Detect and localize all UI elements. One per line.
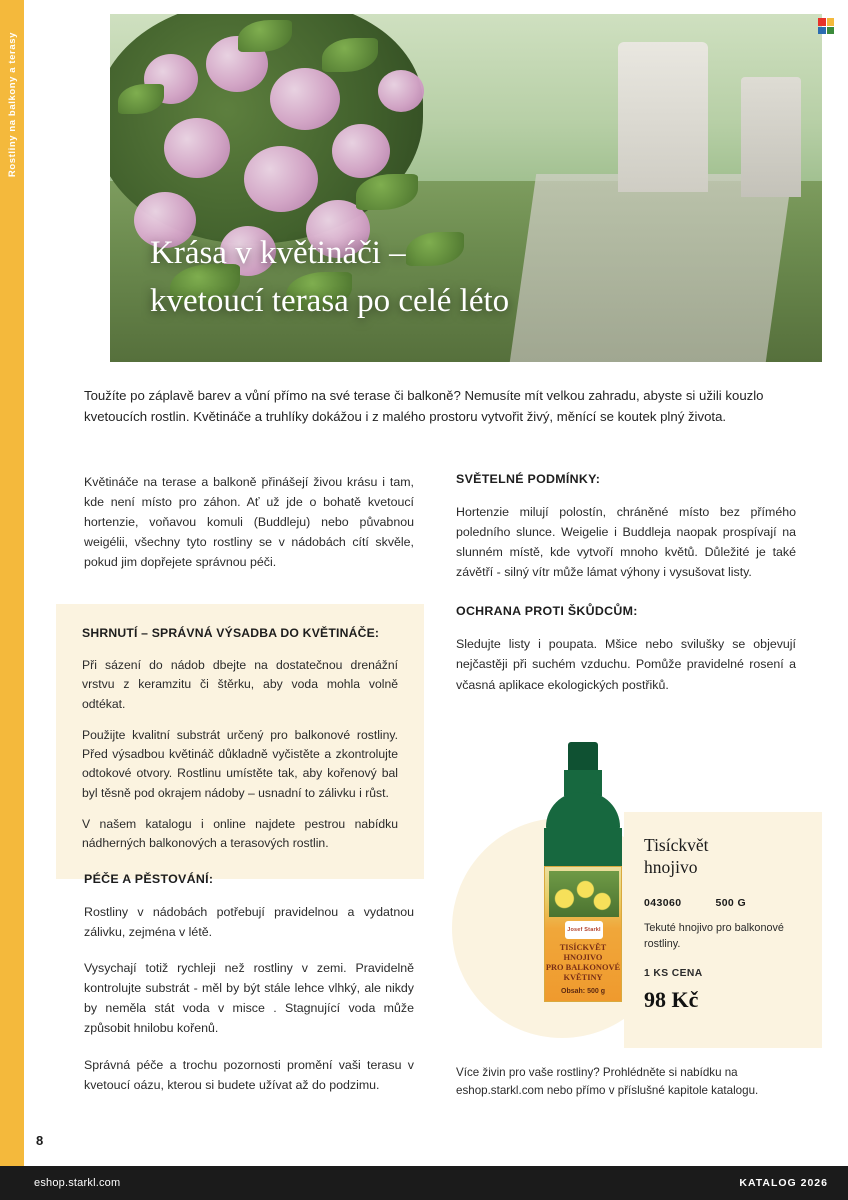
callout-paragraph-2: Použijte kvalitní substrát určený pro balkonové rostliny. Před výsadbou květináč důkladně vyčistěte a zkontrolujte odtokové otvory. Rostlinu umístěte tak, aby kořenový bal byl těsně pod okrajem nádoby – usnadní to zálivku i růst.	[82, 727, 398, 800]
pest-protection-text: Sledujte listy i poupata. Mšice nebo svilušky se objevují nejčastěji při suchém vzduchu. Pomůže pravidelné rosení a včasná aplikace ekologických postřiků.	[456, 637, 796, 692]
hero-blossom	[378, 70, 424, 112]
left-column-paragraph: Květináče na terase a balkoně přinášejí živou krásu i tam, kde není místo pro záhon. Ať už jde o bohatě kvetoucí hortenzie, voňavou komuli (Buddleju) nebo půvabnou weigélii, všechny tyto rostliny se v nádobách cítí skvěle, pokud jim dopřejete správnou péči.	[84, 475, 414, 570]
bottle-label-photo	[549, 871, 619, 917]
bottle-label-text	[545, 943, 621, 983]
care-section	[84, 872, 414, 1108]
care-paragraph-3: Správná péče a trochu pozornosti promění vaši terasu v kvetoucí oázu, kterou si budete užívat až do podzimu.	[84, 1057, 414, 1092]
product-description: Tekuté hnojivo pro balkonové rostliny.	[644, 921, 784, 950]
hero-blossom	[244, 146, 318, 212]
product-size: 500 G	[715, 896, 747, 909]
side-tab	[0, 0, 24, 1140]
hero-path	[510, 174, 793, 362]
callout-heading: SHRNUTÍ – SPRÁVNÁ VÝSADBA DO KVĚTINÁČE:	[82, 626, 380, 640]
callout-paragraph-3: V našem katalogu i online najdete pestrou nabídku nádherných balkonových a terasových rostlin.	[82, 816, 398, 851]
price-label: 1 KS CENA	[644, 968, 703, 980]
product-bottle-image	[536, 742, 632, 1010]
footer-bar	[0, 1166, 848, 1200]
hero-blossom	[332, 124, 390, 178]
bottle-brand-label: Josef Starkl	[565, 921, 603, 939]
bottle-label-line1: TISÍCKVĚT HNOJIVO	[559, 943, 607, 962]
heading-pest-protection: OCHRANA PROTI ŠKŮDCŮM:	[456, 604, 638, 619]
product-code-row	[644, 897, 816, 909]
hero-blossom	[164, 118, 230, 178]
bottle-cap	[568, 742, 598, 772]
product-title-line1: Tisíckvět	[644, 835, 709, 855]
product-info	[644, 834, 816, 1013]
page-number: 8	[36, 1133, 44, 1148]
care-paragraph-2: Vysychají totiž rychleji než rostliny v zemi. Pravidelně kontrolujte substrát - měl by být stále lehce vlhký, ale nikdy by neměla stát voda v misce . Stagnující voda může způsobit hnilobu kořenů.	[84, 961, 414, 1036]
heading-care: PÉČE A PĚSTOVÁNÍ:	[84, 872, 214, 886]
hero-blossom	[270, 68, 340, 130]
intro-paragraph: Toužíte po záplavě barev a vůní přímo na své terase či balkoně? Nemusíte mít velkou zahradu, abyste si užili kouzlo kvetoucích rostlin. Květináče a truhlíky dokážou i z malého prostoru vytvořit živý, měnící se koutek plný života.	[84, 388, 764, 425]
left-text-column	[84, 472, 414, 585]
bottle-label-line2: PRO BALKONOVÉ	[545, 962, 621, 972]
bottle-body	[544, 828, 622, 870]
right-text-column	[456, 472, 796, 708]
product-title	[644, 834, 816, 879]
bottle-label	[544, 866, 622, 1002]
flag-icon	[818, 18, 834, 34]
footer-catalog-label: KATALOG 2026	[739, 1177, 828, 1189]
hero-stone-right	[741, 77, 801, 197]
product-note: Více živin pro vaše rostliny? Prohlédněte si nabídku na eshop.starkl.com nebo přímo v příslušné kapitole katalogu.	[456, 1066, 759, 1097]
product-title-line2: hnojivo	[644, 857, 698, 878]
product-code: 043060	[644, 896, 682, 909]
summary-callout	[56, 604, 424, 879]
hero-title-line1: Krása v květináči –	[150, 235, 406, 272]
bottle-volume-label: Obsah: 500 g	[561, 988, 605, 995]
bottle-label-line3: KVĚTINY	[563, 972, 603, 982]
price-value: 98 Kč	[644, 987, 699, 1013]
bottle-shoulder	[546, 792, 620, 832]
hero-image	[110, 14, 822, 362]
heading-light-conditions: SVĚTELNÉ PODMÍNKY:	[456, 472, 601, 486]
hero-stone-left	[618, 42, 708, 192]
callout-paragraph-1: Při sázení do nádob dbejte na dostatečnou drenážní vrstvu z keramzitu či štěrku, aby voda mohla volně odtékat.	[82, 658, 398, 711]
page-title	[150, 230, 509, 326]
side-tab-label: Rostliny na balkony a terasy	[6, 32, 18, 178]
light-conditions-text: Hortenzie milují polostín, chráněné místo bez přímého poledního slunce. Weigelie i Buddleja naopak prospívají na slunném místě, kde vytvoří mnoho květů. Důležité je také závětří - silný vítr může lámat výhony i vysušovat listy.	[456, 505, 796, 580]
hero-title-line2: kvetoucí terasa po celé léto	[150, 283, 510, 320]
footer-site-link[interactable]: eshop.starkl.com	[34, 1177, 121, 1189]
care-paragraph-1: Rostliny v nádobách potřebují pravidelnou a vydatnou zálivku, zejména v létě.	[84, 905, 414, 940]
